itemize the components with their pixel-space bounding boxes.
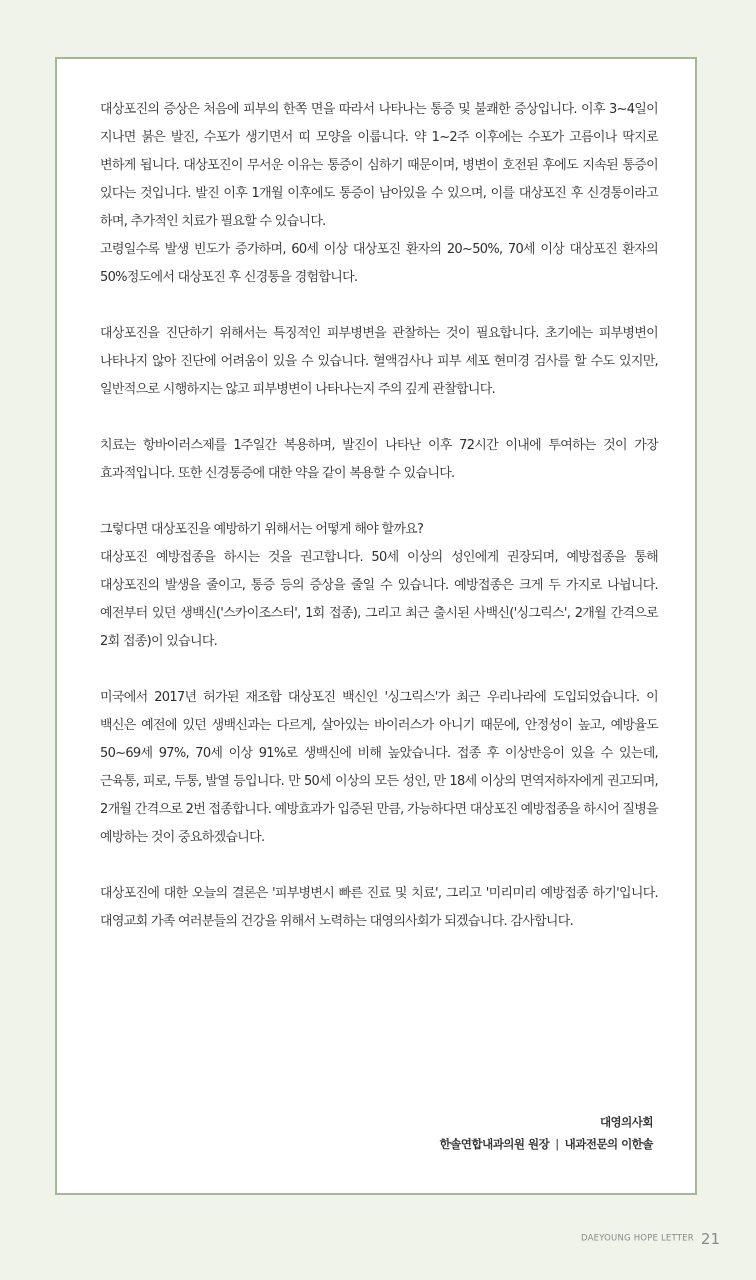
signature-separator: | xyxy=(555,1137,559,1151)
article-frame xyxy=(55,57,697,1195)
signature-title: 한솔연합내과의원 원장 xyxy=(439,1137,550,1151)
paragraph-elderly: 고령일수록 발생 빈도가 증가하며, 60세 이상 대상포진 환자의 20~50%, 70세 이상 대상포진 환자의 50%정도에서 대상포진 후 신경통을 경험합니다. xyxy=(100,242,658,285)
footer-brand: DAEYOUNG HOPE LETTER xyxy=(581,1233,694,1244)
page-number: 21 xyxy=(700,1229,720,1248)
article-body xyxy=(100,96,658,936)
paragraph-conclusion: 대상포진에 대한 오늘의 결론은 '피부병변시 빠른 진료 및 치료', 그리고 '미리미리 예방접종 하기'입니다. 대영교회 가족 여러분들의 건강을 위해서 노력하는 대영의사회가 되겠습니다. 감사합니다. xyxy=(100,886,658,929)
signature-block xyxy=(440,1111,653,1155)
signature-author: 내과전문의 이한솔 xyxy=(564,1137,653,1151)
paragraph-diagnosis: 대상포진을 진단하기 위해서는 특징적인 피부병변을 관찰하는 것이 필요합니다. 초기에는 피부병변이 나타나지 않아 진단에 어려움이 있을 수 있습니다. 혈액검사나 피부 세포 현미경 검사를 할 수도 있지만, 일반적으로 시행하지는 않고 피부병변이 나타나는지 주의 깊게 관찰합니다. xyxy=(100,326,658,397)
paragraph-prevention-question: 그렇다면 대상포진을 예방하기 위해서는 어떻게 해야 할까요? xyxy=(100,522,424,537)
paragraph-vaccination: 대상포진 예방접종을 하시는 것을 권고합니다. 50세 이상의 성인에게 권장되며, 예방접종을 통해 대상포진의 발생을 줄이고, 통증 등의 증상을 줄일 수 있습니다. 예방접종은 크게 두 가지로 나뉩니다. 예전부터 있던 생백신('스카이조스터', 1회 접종), 그리고 최근 출시된 사백신('싱그릭스', 2개월 간격으로 2회 접종)이 있습니다. xyxy=(100,550,658,649)
paragraph-shingrix: 미국에서 2017년 허가된 재조합 대상포진 백신인 '싱그릭스'가 최근 우리나라에 도입되었습니다. 이 백신은 예전에 있던 생백신과는 다르게, 살아있는 바이러스가 아니기 때문에, 안정성이 높고, 예방율도 50~69세 97%, 70세 이상 91%로 생백신에 비해 높았습니다. 접종 후 이상반응이 있을 수 있는데, 근육통, 피로, 두통, 발열 등입니다. 만 50세 이상의 모든 성인, 만 18세 이상의 면역저하자에게 권고되며, 2개월 간격으로 2번 접종합니다. 예방효과가 입증된 만큼, 가능하다면 대상포진 예방접종을 하시어 질병을 예방하는 것이 중요하겠습니다. xyxy=(100,690,658,845)
signature-line xyxy=(440,1133,653,1155)
paragraph-symptoms: 대상포진의 증상은 처음에 피부의 한쪽 면을 따라서 나타나는 통증 및 불쾌한 증상입니다. 이후 3~4일이 지나면 붉은 발진, 수포가 생기면서 띠 모양을 이룹니다. 약 1~2주 이후에는 수포가 고름이나 딱지로 변하게 됩니다. 대상포진이 무서운 이유는 통증이 심하기 때문이며, 병변이 호전된 후에도 지속된 통증이 있다는 것입니다. 발진 이후 1개월 이후에도 통증이 남아있을 수 있으며, 이를 대상포진 후 신경통이라고 하며, 추가적인 치료가 필요할 수 있습니다. xyxy=(100,102,658,229)
page-footer xyxy=(581,1228,720,1248)
signature-org: 대영의사회 xyxy=(599,1115,653,1129)
paragraph-treatment: 치료는 항바이러스제를 1주일간 복용하며, 발진이 나타난 이후 72시간 이내에 투여하는 것이 가장 효과적입니다. 또한 신경통증에 대한 약을 같이 복용할 수 있습니다. xyxy=(100,438,658,481)
